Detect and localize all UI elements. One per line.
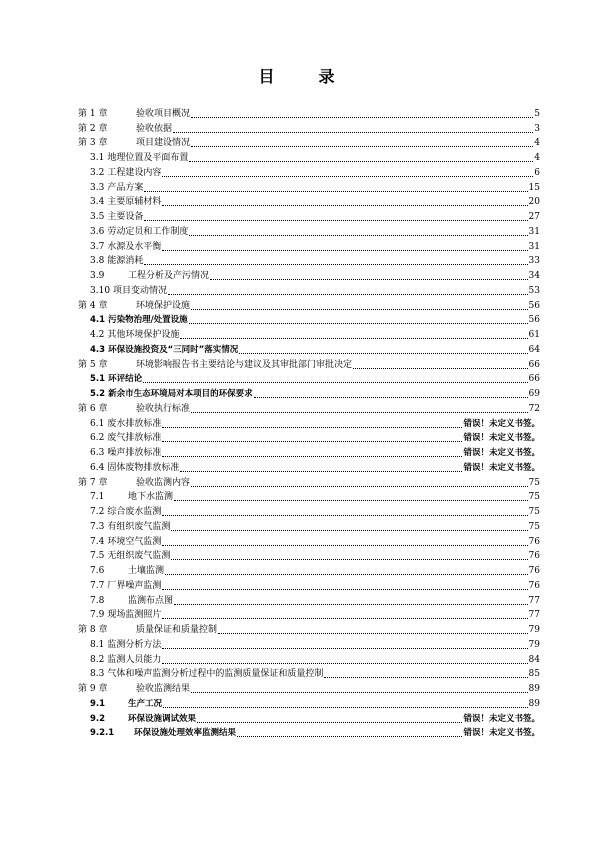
toc-entry-number: 4.1 xyxy=(90,315,106,326)
toc-entry[interactable] xyxy=(78,607,540,622)
toc-entry-page: 错误！未定义书签。 xyxy=(463,448,540,458)
toc-entry[interactable] xyxy=(78,326,540,341)
dot-leader xyxy=(173,124,533,133)
toc-entry-page: 6 xyxy=(534,167,540,178)
toc-entry-number: 第 3 章 xyxy=(78,138,108,149)
toc-entry-label: 水源及水平衡 xyxy=(107,241,162,252)
toc-entry-page: 56 xyxy=(528,315,540,326)
toc-entry-page: 79 xyxy=(528,639,540,650)
dot-leader xyxy=(162,507,527,516)
dot-leader xyxy=(143,374,527,383)
toc-entry-label: 固体废物排放标准 xyxy=(107,462,180,473)
toc-entry[interactable] xyxy=(78,400,540,415)
toc-entry-number: 7.5 xyxy=(90,551,105,562)
toc-entry[interactable] xyxy=(78,459,540,474)
toc-entry-page: 4 xyxy=(534,138,540,149)
dot-leader xyxy=(237,728,462,737)
toc-entry[interactable] xyxy=(78,474,540,489)
toc-entry-number: 3.1 xyxy=(90,153,105,163)
toc-entry-label: 新余市生态环境局对本项目的环保要求 xyxy=(108,389,253,399)
toc-entry-page: 错误！未定义书签。 xyxy=(463,462,540,473)
toc-entry[interactable] xyxy=(78,238,540,253)
toc-entry[interactable] xyxy=(78,577,540,592)
toc-entry[interactable] xyxy=(78,430,540,445)
toc-entry-label: 废水排放标准 xyxy=(107,418,162,429)
toc-entry-label: 环保设施处理效率监测结果 xyxy=(134,728,237,739)
dot-leader xyxy=(197,714,462,723)
toc-entry-number: 7.4 xyxy=(90,536,105,547)
toc-entry-number: 第 1 章 xyxy=(78,108,108,119)
dot-leader xyxy=(239,345,527,354)
toc-entry-page: 56 xyxy=(528,300,540,311)
toc-entry-label: 噪声排放标准 xyxy=(107,448,162,458)
toc-entry-page: 84 xyxy=(528,654,540,665)
dot-leader xyxy=(162,419,462,428)
toc-entry-number: 第 8 章 xyxy=(78,625,108,635)
dot-leader xyxy=(254,389,528,398)
toc-entry-number: 4.2 xyxy=(90,330,105,340)
dot-leader xyxy=(168,286,527,295)
toc-entry-label: 环境空气监测 xyxy=(107,536,162,547)
toc-entry-number: 3.2 xyxy=(90,167,105,178)
toc-entry-label: 地理位置及平面布置 xyxy=(107,153,189,163)
toc-entry-page: 77 xyxy=(528,610,540,621)
toc-entry[interactable] xyxy=(78,503,540,518)
toc-entry-number: 6.4 xyxy=(90,462,105,473)
dot-leader xyxy=(191,138,533,147)
dot-leader xyxy=(353,360,528,369)
toc-entry[interactable] xyxy=(78,651,540,666)
dot-leader xyxy=(171,551,527,560)
toc-entry-label: 废气排放标准 xyxy=(107,433,162,444)
dot-leader xyxy=(144,212,527,221)
toc-entry-label: 监测人员能力 xyxy=(107,654,162,665)
toc-entry-number: 3.10 xyxy=(90,285,111,296)
toc-entry-number: 7.2 xyxy=(90,507,105,517)
toc-entry-page: 77 xyxy=(528,595,540,606)
toc-entry[interactable] xyxy=(78,444,540,459)
dot-leader xyxy=(210,271,528,280)
toc-entry-label: 现场监测照片 xyxy=(107,610,162,621)
toc-entry[interactable] xyxy=(78,371,540,386)
toc-entry[interactable] xyxy=(78,415,540,430)
toc-entry-page: 4 xyxy=(534,153,540,163)
dot-leader xyxy=(189,315,528,324)
dot-leader xyxy=(180,330,527,339)
toc-entry-page: 34 xyxy=(528,271,540,281)
toc-entry-number: 9.2.1 xyxy=(90,728,115,739)
toc-entry-label: 无组织废气监测 xyxy=(107,551,171,562)
page-title xyxy=(0,64,595,87)
toc-entry[interactable] xyxy=(78,282,540,297)
toc-entry[interactable] xyxy=(78,562,540,577)
dot-leader xyxy=(144,256,527,265)
toc-entry-page: 69 xyxy=(528,389,540,399)
toc-entry[interactable] xyxy=(78,489,540,504)
toc-entry-page: 61 xyxy=(528,330,540,340)
toc-entry[interactable] xyxy=(78,356,540,371)
toc-entry-label: 土壤监测 xyxy=(128,566,165,576)
toc-entry[interactable] xyxy=(78,592,540,607)
dot-leader xyxy=(162,168,533,177)
toc-entry-page: 31 xyxy=(528,241,540,252)
toc-entry-page: 76 xyxy=(528,566,540,576)
toc-entry-page: 89 xyxy=(528,684,540,694)
dot-leader xyxy=(165,566,528,575)
toc-entry-page: 错误！未定义书签。 xyxy=(463,418,540,429)
toc-entry-page: 75 xyxy=(528,492,540,503)
toc-entry-page: 76 xyxy=(528,536,540,547)
toc-entry-page: 错误！未定义书签。 xyxy=(463,713,540,724)
toc-entry-number: 5.1 xyxy=(90,374,106,385)
dot-leader xyxy=(162,433,462,442)
toc-entry[interactable] xyxy=(78,194,540,209)
toc-entry-number: 7.7 xyxy=(90,580,105,591)
toc-entry-label: 气体和噪声监测分析过程中的监测质量保证和质量控制 xyxy=(107,669,324,680)
toc-entry-number: 8.2 xyxy=(90,654,105,665)
toc-entry-label: 地下水监测 xyxy=(128,492,174,503)
toc-entry-page: 66 xyxy=(528,359,540,370)
toc-entry[interactable] xyxy=(78,518,540,533)
toc-entry-label: 质量保证和质量控制 xyxy=(136,625,218,635)
toc-entry-number: 3.9 xyxy=(90,271,105,281)
toc-entry[interactable] xyxy=(78,312,540,327)
toc-entry-label: 工程分析及产污情况 xyxy=(128,271,210,281)
dot-leader xyxy=(191,301,528,310)
toc-entry-number: 3.7 xyxy=(90,241,105,252)
toc-entry-number: 3.8 xyxy=(90,256,105,267)
title-char-2: 录 xyxy=(318,67,337,86)
toc-entry-page: 66 xyxy=(528,374,540,385)
toc-entry[interactable] xyxy=(78,120,540,135)
toc-entry-page: 75 xyxy=(528,477,540,488)
toc-entry-label: 主要原辅材料 xyxy=(107,197,162,208)
toc-entry-label: 工程建设内容 xyxy=(107,167,162,178)
dot-leader xyxy=(180,463,462,472)
toc-entry-number: 第 4 章 xyxy=(78,300,108,311)
dot-leader xyxy=(324,669,527,678)
toc-entry-label: 其他环境保护设施 xyxy=(107,330,180,340)
toc-entry-number: 9.2 xyxy=(90,713,106,724)
toc-entry-page: 64 xyxy=(528,344,540,355)
toc-entry-number: 7.8 xyxy=(90,595,105,606)
toc-entry-page: 31 xyxy=(528,226,540,237)
toc-entry[interactable] xyxy=(78,695,540,710)
toc-entry-label: 能源消耗 xyxy=(107,256,144,267)
toc-entry-label: 验收监测结果 xyxy=(136,684,191,694)
toc-entry[interactable] xyxy=(78,135,540,150)
dot-leader xyxy=(162,581,527,590)
toc-entry[interactable] xyxy=(78,297,540,312)
dot-leader xyxy=(191,684,528,693)
toc-entry-page: 53 xyxy=(528,285,540,296)
toc-entry-label: 环境保护设施 xyxy=(136,300,191,311)
toc-entry[interactable] xyxy=(78,533,540,548)
dot-leader xyxy=(189,227,527,236)
toc-entry-label: 验收执行标准 xyxy=(136,403,191,414)
toc-entry-label: 污染物治理/处置设施 xyxy=(108,315,188,326)
toc-entry-number: 6.2 xyxy=(90,433,105,444)
toc-entry-number: 3.3 xyxy=(90,182,105,193)
toc-entry[interactable] xyxy=(78,253,540,268)
toc-entry-number: 9.1 xyxy=(90,698,106,709)
toc-entry-label: 有组织废气监测 xyxy=(107,521,171,532)
toc-entry-label: 环评结论 xyxy=(108,374,143,385)
toc-entry[interactable] xyxy=(78,548,540,563)
toc-entry-number: 第 2 章 xyxy=(78,123,108,134)
toc-entry-number: 3.5 xyxy=(90,212,105,222)
toc-entry[interactable] xyxy=(78,385,540,400)
dot-leader xyxy=(162,640,527,649)
toc-entry-label: 项目建设情况 xyxy=(136,138,191,149)
toc-entry-number: 8.3 xyxy=(90,669,105,680)
dot-leader xyxy=(144,183,527,192)
toc-entry-label: 环境影响报告书主要结论与建议及其审批部门审批决定 xyxy=(136,359,353,370)
toc-entry[interactable] xyxy=(78,179,540,194)
toc-entry-number: 8.1 xyxy=(90,639,105,650)
toc-entry-page: 15 xyxy=(528,182,540,193)
toc-entry[interactable] xyxy=(78,223,540,238)
dot-leader xyxy=(163,699,528,708)
toc-entry-label: 监测布点图 xyxy=(128,595,174,606)
table-of-contents xyxy=(78,105,540,739)
toc-entry-number: 7.9 xyxy=(90,610,105,621)
toc-entry-page: 76 xyxy=(528,580,540,591)
toc-entry-label: 验收监测内容 xyxy=(136,477,191,488)
toc-entry-label: 综合废水监测 xyxy=(107,507,162,517)
toc-entry[interactable] xyxy=(78,621,540,636)
toc-entry-number: 7.3 xyxy=(90,521,105,532)
toc-entry-number: 6.3 xyxy=(90,448,105,458)
toc-entry-label: 环保设施投资及“三同时”落实情况 xyxy=(108,344,239,355)
dot-leader xyxy=(189,153,533,162)
dot-leader xyxy=(191,404,528,413)
toc-entry-label: 监测分析方法 xyxy=(107,639,162,650)
toc-entry-page: 75 xyxy=(528,507,540,517)
toc-entry-page: 错误！未定义书签。 xyxy=(463,728,540,739)
toc-entry[interactable] xyxy=(78,164,540,179)
toc-entry-number: 3.6 xyxy=(90,226,105,237)
dot-leader xyxy=(162,197,527,206)
toc-entry[interactable] xyxy=(78,149,540,164)
toc-entry[interactable] xyxy=(78,636,540,651)
toc-entry-page: 89 xyxy=(528,698,540,709)
toc-entry-number: 7.1 xyxy=(90,492,105,503)
dot-leader xyxy=(162,655,527,664)
toc-entry[interactable] xyxy=(78,680,540,695)
dot-leader xyxy=(162,537,527,546)
dot-leader xyxy=(162,610,527,619)
toc-entry-number: 3.4 xyxy=(90,197,105,208)
toc-entry-label: 厂界噪声监测 xyxy=(107,580,162,591)
toc-entry-page: 错误！未定义书签。 xyxy=(463,433,540,444)
dot-leader xyxy=(191,478,528,487)
toc-entry-number: 5.2 xyxy=(90,389,106,399)
toc-entry[interactable] xyxy=(78,725,540,740)
toc-entry-page: 27 xyxy=(528,212,540,222)
toc-entry-number: 6.1 xyxy=(90,418,105,429)
dot-leader xyxy=(174,492,528,501)
dot-leader xyxy=(171,522,527,531)
toc-entry-page: 20 xyxy=(528,197,540,208)
toc-entry-label: 劳动定员和工作制度 xyxy=(107,226,189,237)
toc-entry-number: 7.6 xyxy=(90,566,105,576)
dot-leader xyxy=(218,625,528,634)
dot-leader xyxy=(191,109,533,118)
toc-entry[interactable] xyxy=(78,208,540,223)
toc-entry-label: 验收项目概况 xyxy=(136,108,191,119)
toc-entry-page: 76 xyxy=(528,551,540,562)
toc-entry-page: 3 xyxy=(534,123,540,134)
toc-entry-number: 第 7 章 xyxy=(78,477,108,488)
toc-entry-label: 产品方案 xyxy=(107,182,144,193)
dot-leader xyxy=(162,242,527,251)
toc-entry-page: 75 xyxy=(528,521,540,532)
toc-entry-page: 5 xyxy=(534,108,540,119)
toc-entry-page: 85 xyxy=(528,669,540,680)
toc-entry-page: 79 xyxy=(528,625,540,635)
toc-entry-label: 主要设备 xyxy=(107,212,144,222)
toc-entry[interactable] xyxy=(78,267,540,282)
toc-entry-label: 验收依据 xyxy=(136,123,173,134)
toc-entry-number: 第 6 章 xyxy=(78,403,108,414)
toc-entry-page: 72 xyxy=(528,403,540,414)
toc-entry-label: 生产工况 xyxy=(128,698,163,709)
toc-entry-number: 4.3 xyxy=(90,344,106,355)
toc-entry[interactable] xyxy=(78,341,540,356)
dot-leader xyxy=(174,596,528,605)
toc-entry-page: 33 xyxy=(528,256,540,267)
toc-entry-number: 第 5 章 xyxy=(78,359,108,370)
toc-entry-number: 第 9 章 xyxy=(78,684,108,694)
title-char-1: 目 xyxy=(258,67,277,86)
toc-entry-label: 项目变动情况 xyxy=(113,285,168,296)
toc-entry[interactable] xyxy=(78,105,540,120)
dot-leader xyxy=(162,448,462,457)
toc-entry[interactable] xyxy=(78,710,540,725)
toc-entry-label: 环保设施调试效果 xyxy=(128,713,197,724)
toc-entry[interactable] xyxy=(78,666,540,681)
